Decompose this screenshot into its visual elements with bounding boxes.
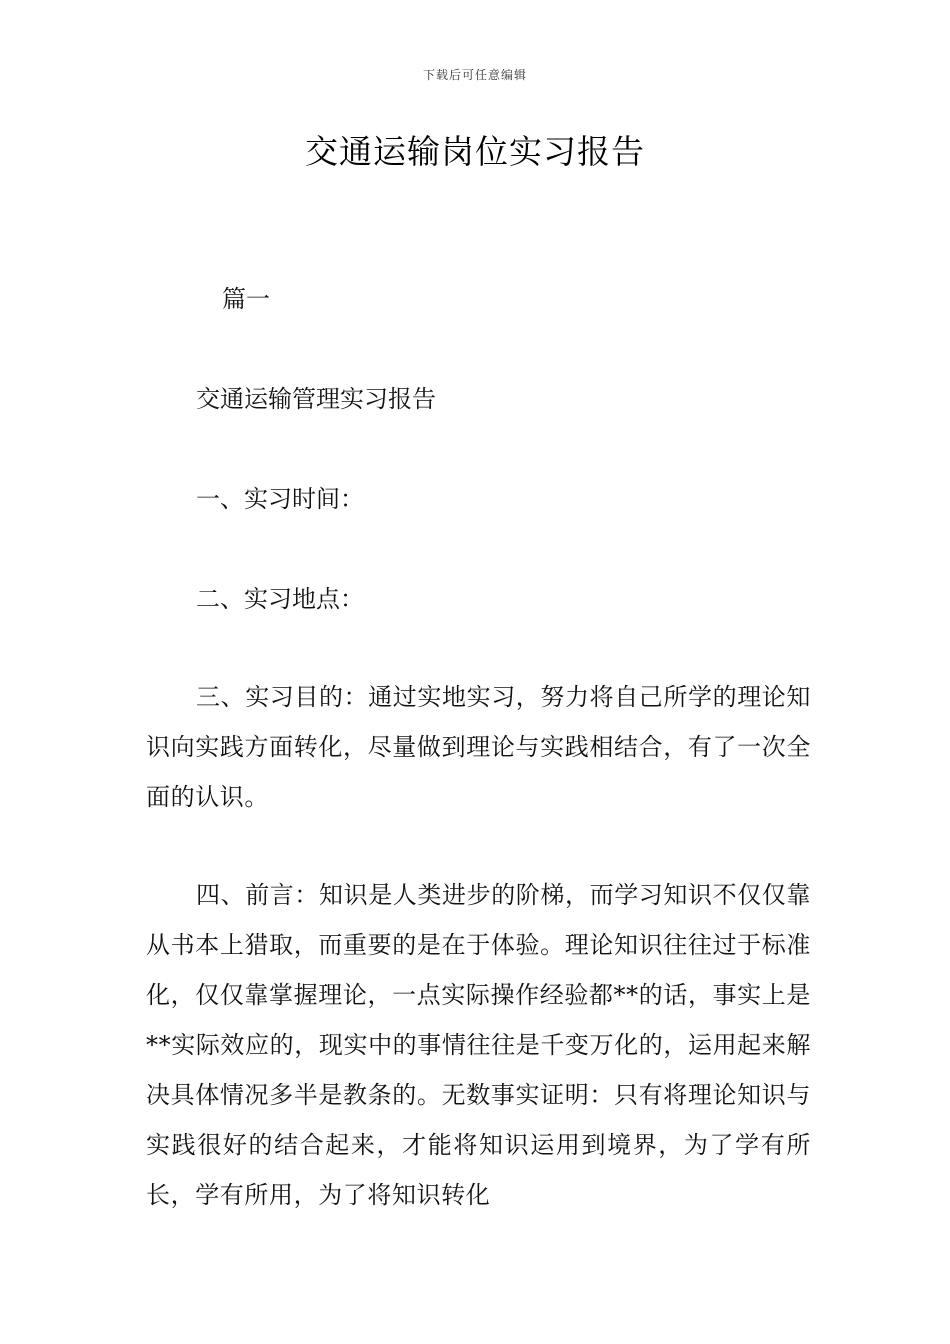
document-title: 交通运输岗位实习报告 bbox=[305, 132, 645, 171]
section-label: 篇一 bbox=[222, 285, 270, 313]
item-internship-time: 一、实习时间： bbox=[196, 485, 364, 513]
item-internship-place: 二、实习地点： bbox=[196, 585, 364, 613]
report-subtitle: 交通运输管理实习报告 bbox=[196, 385, 436, 413]
item-preface: 四、前言：知识是人类进步的阶梯，而学习知识不仅仅靠从书本上猎取，而重要的是在于体验。理论知识往往过于标准化，仅仅靠掌握理论，一点实际操作经验都**的话，事实上是**实际效应的，现实中的事情往往是千变万化的，运用起来解决具体情况多半是教条的。无数事实证明：只有将理论知识与实践很好的结合起来，才能将知识运用到境界，为了学有所长，学有所用，为了将知识转化 bbox=[146, 881, 811, 1209]
item-internship-purpose: 三、实习目的：通过实地实习，努力将自己所学的理论知识向实践方面转化，尽量做到理论与实践相结合，有了一次全面的认识。 bbox=[146, 683, 811, 811]
header-note: 下载后可任意编辑 bbox=[422, 68, 527, 82]
